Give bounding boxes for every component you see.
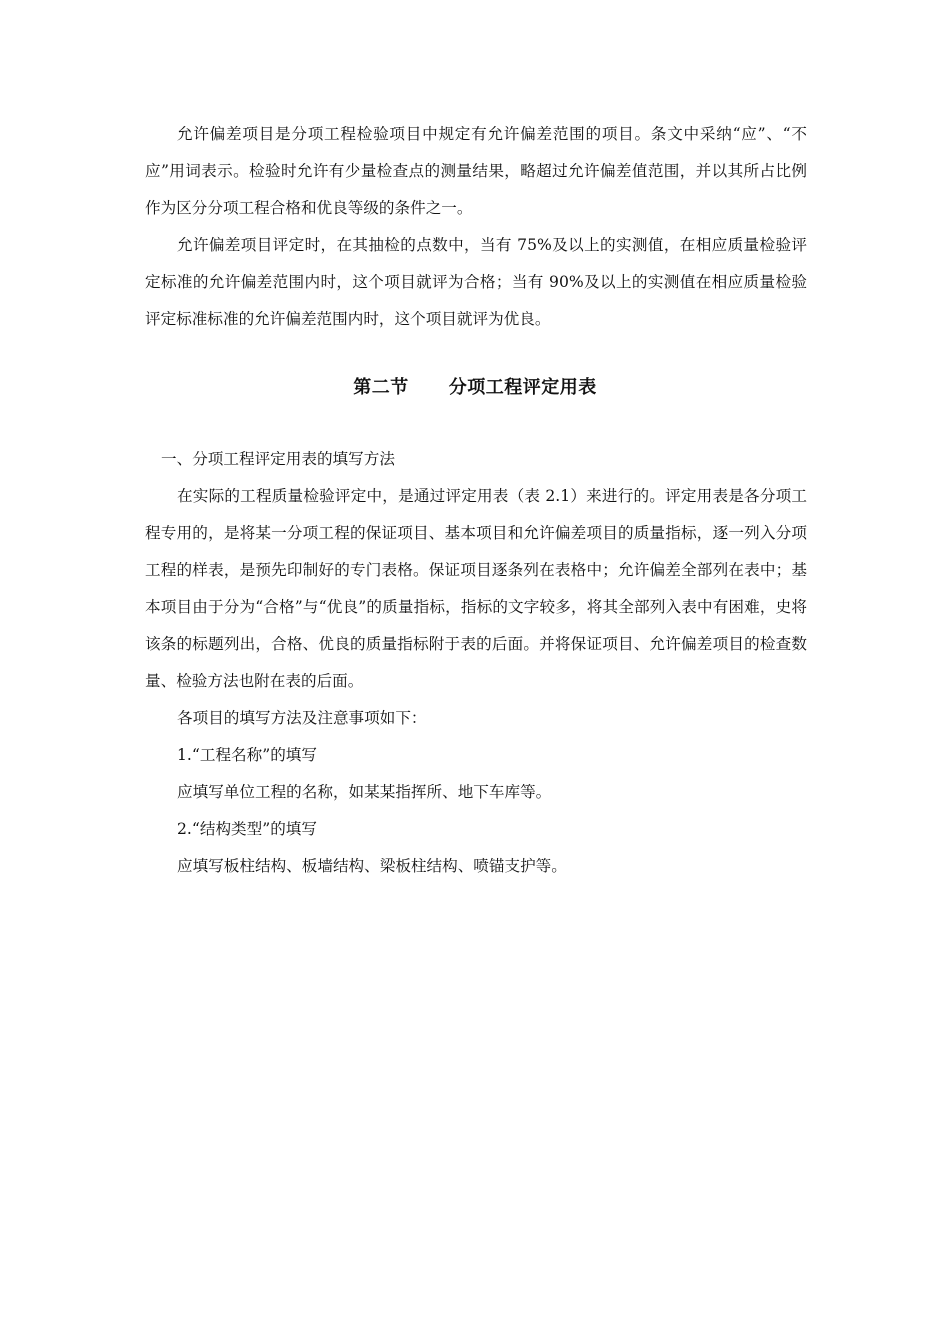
paragraph-allowable-deviation-evaluation: 允许偏差项目评定时，在其抽检的点数中，当有 75%及以上的实测值，在相应质量检验评定标准的允许偏差范围内时，这个项目就评为合格；当有 90%及以上的实测值在相应质量检验评定标准标准的允许偏差范围内时，这个项目就评为优良。 [145,236,807,328]
paragraph-allowable-deviation-definition: 允许偏差项目是分项工程检验项目中规定有允许偏差范围的项目。条文中采纳“应”、“不应”用词表示。检验时允许有少量检查点的测量结果，略超过允许偏差值范围，并以其所占比例作为区分分项工程合格和优良等级的条件之一。 [145,125,807,217]
item-project-name-heading: 1.“工程名称”的填写 [177,746,317,764]
item-structure-type-text: 应填写板柱结构、板墙结构、梁板柱结构、喷锚支护等。 [177,857,567,875]
paragraph-fill-notes-intro: 各项目的填写方法及注意事项如下： [177,709,427,727]
section-number: 第二节 [353,377,409,398]
section-two-text [145,441,807,885]
section-heading [0,374,950,402]
item-project-name-text: 应填写单位工程的名称，如某某指挥所、地下车库等。 [177,783,552,801]
subheading-fill-method: 一、分项工程评定用表的填写方法 [161,450,395,468]
paragraph-evaluation-form-intro: 在实际的工程质量检验评定中，是通过评定用表（表 2.1）来进行的。评定用表是各分项工程专用的，是将某一分项工程的保证项目、基本项目和允许偏差项目的质量指标，逐一列入分项工程的样表，是预先印制好的专门表格。保证项目逐条列在表格中；允许偏差全部列在表中；基本项目由于分为“合格”与“优良”的质量指标，指标的文字较多，将其全部列入表中有困难，史将该条的标题列出，合格、优良的质量指标附于表的后面。并将保证项目、允许偏差项目的检查数量、检验方法也附在表的后面。 [145,487,807,690]
item-structure-type-heading: 2.“结构类型”的填写 [177,820,317,838]
section-one-text [145,116,807,338]
section-title: 分项工程评定用表 [448,377,597,398]
